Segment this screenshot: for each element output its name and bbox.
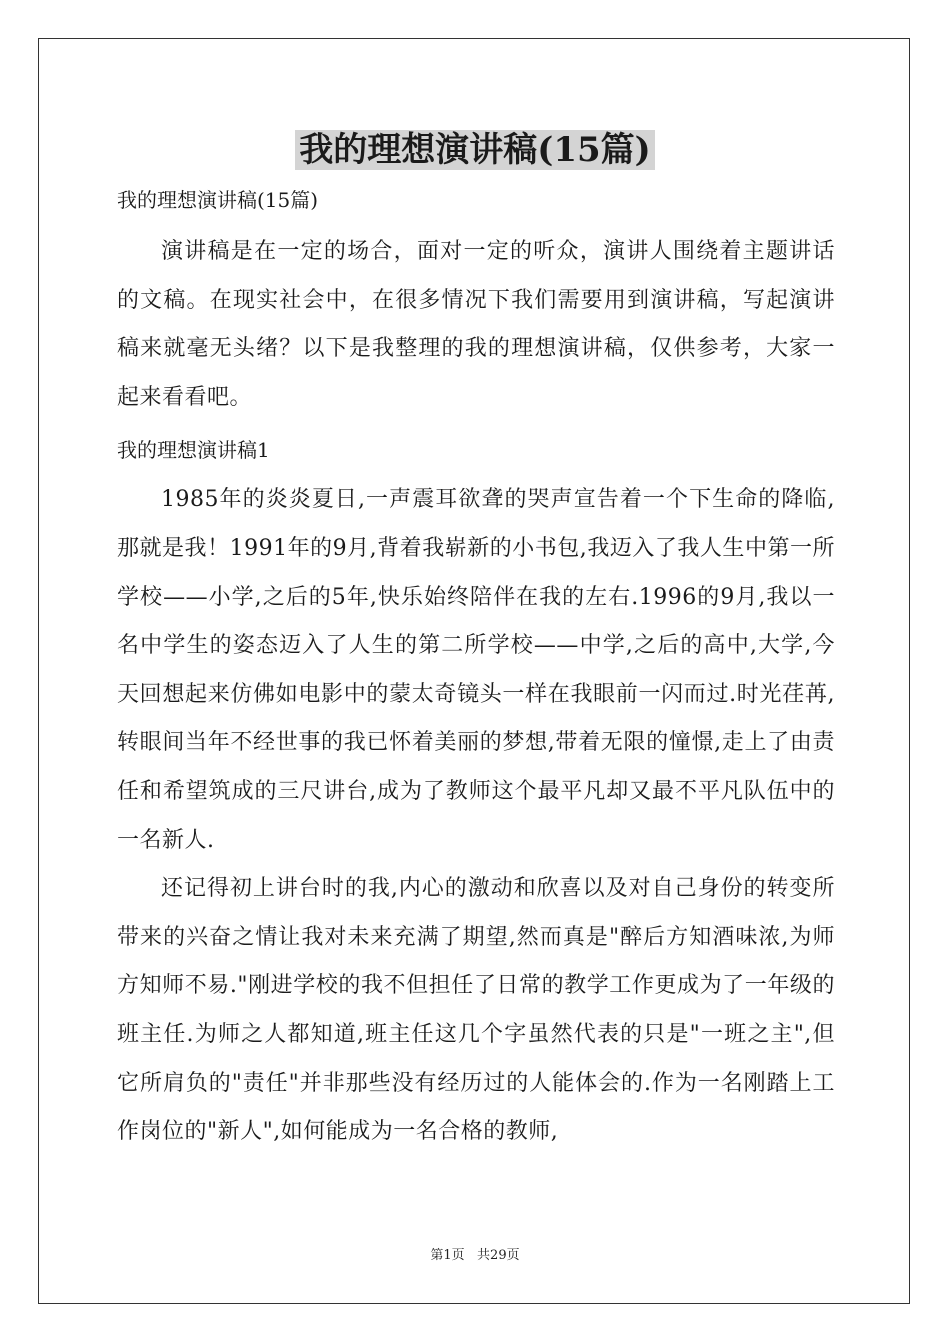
document-subtitle: 我的理想演讲稿(15篇) xyxy=(117,188,319,212)
intro-paragraph: 演讲稿是在一定的场合，面对一定的听众，演讲人围绕着主题讲话的文稿。在现实社会中，在很多情况下我们需要用到演讲稿，写起演讲稿来就毫无头绪？以下是我整理的我的理想演讲稿，仅供参考，大家一起来看看吧。 xyxy=(117,239,835,410)
body-paragraph-1: 1985年的炎炎夏日,一声震耳欲聋的哭声宣告着一个下生命的降临,那就是我！1991年的9月,背着我崭新的小书包,我迈入了我人生中第一所学校——小学,之后的5年,快乐始终陪伴在我的左右.1996的9月,我以一名中学生的姿态迈入了人生的第二所学校——中学,之后的高中,大学,今天回想起来仿佛如电影中的蒙太奇镜头一样在我眼前一闪而过.时光荏苒,转眼间当年不经世事的我已怀着美丽的梦想,带着无限的憧憬,走上了由责任和希望筑成的三尺讲台,成为了教师这个最平凡却又最不平凡队伍中的一名新人. xyxy=(117,487,835,853)
document-body xyxy=(117,178,835,1157)
body-paragraph-2: 还记得初上讲台时的我,内心的激动和欣喜以及对自己身份的转变所带来的兴奋之情让我对未来充满了期望,然而真是"醉后方知酒味浓,为师方知师不易."刚进学校的我不但担任了日常的教学工作更成为了一年级的班主任.为师之人都知道,班主任这几个字虽然代表的只是"一班之主",但它所肩负的"责任"并非那些没有经历过的人能体会的.作为一名刚踏上工作岗位的"新人",如何能成为一名合格的教师, xyxy=(117,876,835,1145)
page-number-footer: 第1页 共29页 xyxy=(430,1248,520,1263)
document-title-text: 我的理想演讲稿(15篇) xyxy=(295,130,655,170)
section-heading: 我的理想演讲稿1 xyxy=(117,438,270,463)
document-title xyxy=(0,126,950,174)
